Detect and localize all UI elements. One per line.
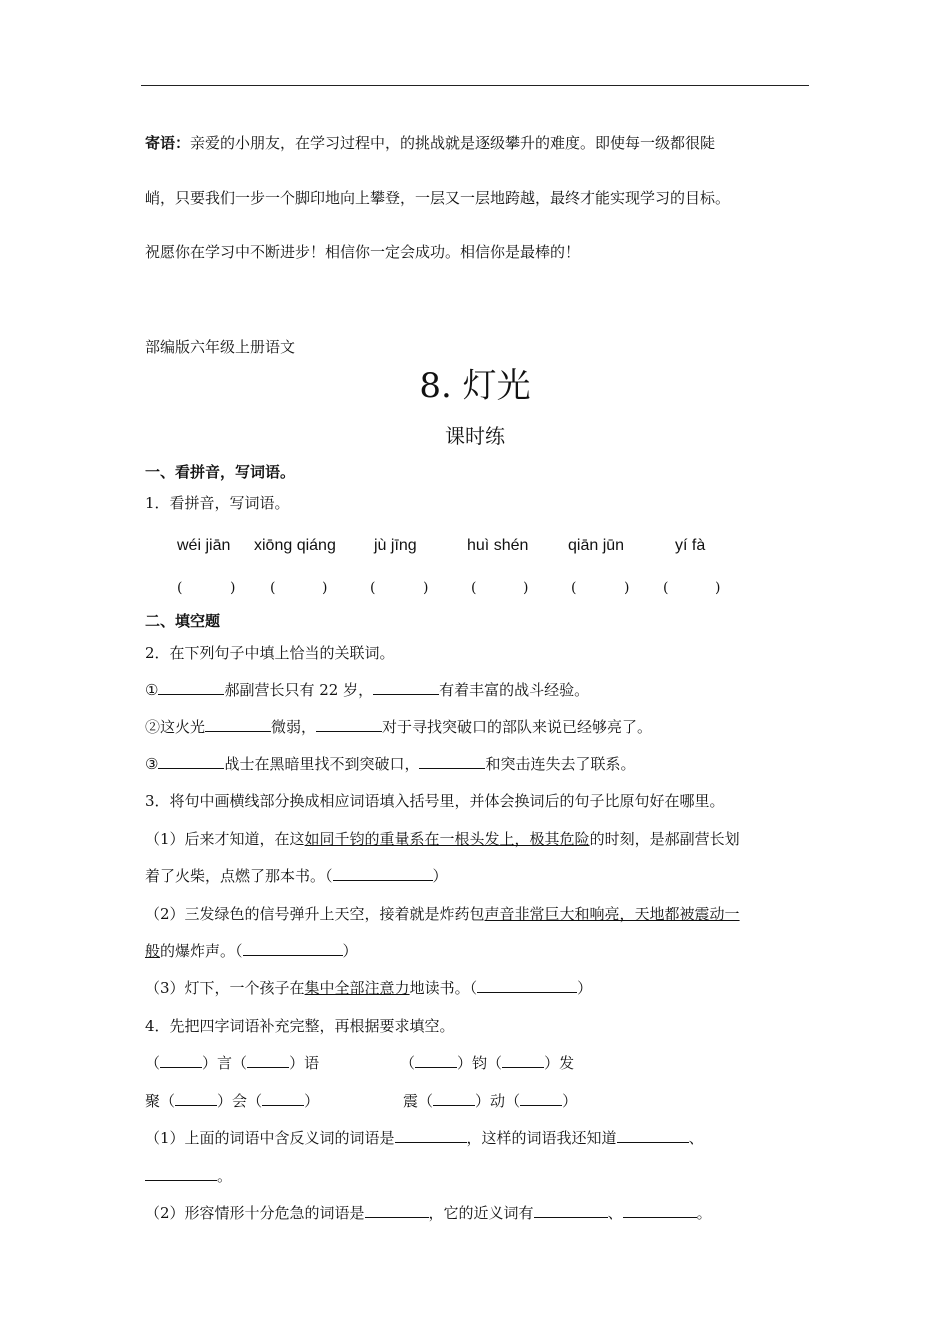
question-2-sentence-2 bbox=[145, 717, 652, 737]
question-2-sentence-3 bbox=[145, 754, 635, 774]
blank[interactable] bbox=[247, 1053, 289, 1068]
sentence-text: 的爆炸声。（ bbox=[160, 942, 243, 960]
paren: ） bbox=[289, 1054, 305, 1072]
question-2-stem: 2．在下列句子中填上恰当的关联词。 bbox=[145, 644, 395, 662]
question-3-sentence-1 bbox=[145, 829, 740, 849]
question-4-sub-1 bbox=[145, 1128, 704, 1148]
blank[interactable] bbox=[158, 680, 224, 695]
sentence-text: （1）上面的词语中含反义词的词语是 bbox=[145, 1129, 395, 1147]
subject-label: 部编版六年级上册语文 bbox=[145, 338, 296, 356]
sentence-text: 微弱， bbox=[271, 718, 317, 736]
paren: （ bbox=[160, 1092, 176, 1110]
answer-paren-3-open[interactable]: ( bbox=[370, 580, 376, 596]
blank[interactable] bbox=[534, 1203, 608, 1218]
question-4-sub-1-cont bbox=[145, 1166, 232, 1186]
idiom-row-2a bbox=[145, 1091, 319, 1111]
motto-line-1 bbox=[145, 133, 715, 153]
pinyin-6: yí fà bbox=[675, 537, 706, 554]
sentence-number: ① bbox=[145, 681, 159, 699]
sentence-text: 着了火柴，点燃了那本书。（ bbox=[145, 867, 333, 885]
idiom-char: 会 bbox=[232, 1092, 248, 1110]
idiom-row-2b bbox=[403, 1091, 577, 1111]
paren: ） bbox=[217, 1092, 233, 1110]
sentence-text: （2）三发绿色的信号弹升上天空，接着就是炸药包 bbox=[145, 905, 485, 923]
paren: （ bbox=[145, 1054, 161, 1072]
motto-label: 寄语： bbox=[145, 134, 191, 152]
answer-paren-4-open[interactable]: ( bbox=[471, 580, 477, 596]
motto-text-1: 亲爱的小朋友，在学习过程中，的挑战就是逐级攀升的难度。即使每一级都很陡 bbox=[190, 134, 716, 152]
blank[interactable] bbox=[158, 754, 224, 769]
question-3-sentence-2-cont bbox=[145, 941, 358, 961]
underlined-phrase: 集中全部注意力 bbox=[304, 979, 410, 997]
sentence-text: 。 bbox=[696, 1204, 712, 1222]
blank[interactable] bbox=[205, 717, 271, 732]
sentence-text: ，这样的词语我还知道 bbox=[466, 1129, 617, 1147]
underlined-phrase: 声音非常巨大和响亮，天地都被震动一 bbox=[484, 905, 740, 923]
blank[interactable] bbox=[373, 680, 439, 695]
paren: （ bbox=[247, 1092, 263, 1110]
idiom-char: 发 bbox=[559, 1054, 575, 1072]
answer-paren-1-close: ) bbox=[230, 580, 236, 596]
paren: （ bbox=[418, 1092, 434, 1110]
header-rule bbox=[141, 85, 809, 86]
blank[interactable] bbox=[419, 754, 485, 769]
underlined-phrase: 般 bbox=[145, 942, 161, 960]
blank[interactable] bbox=[145, 1166, 217, 1181]
paren: ） bbox=[544, 1054, 560, 1072]
blank[interactable] bbox=[502, 1053, 544, 1068]
sentence-text: 战士在黑暗里找不到突破口， bbox=[224, 755, 420, 773]
blank[interactable] bbox=[433, 1091, 475, 1106]
idiom-row-1b bbox=[400, 1053, 574, 1073]
idiom-char: 语 bbox=[304, 1054, 320, 1072]
question-1-stem: 1．看拼音，写词语。 bbox=[145, 494, 290, 512]
sentence-text: ） bbox=[432, 867, 448, 885]
blank[interactable] bbox=[415, 1053, 457, 1068]
pinyin-5: qiān jūn bbox=[568, 537, 625, 554]
answer-paren-2-close: ) bbox=[322, 580, 328, 596]
blank[interactable] bbox=[175, 1091, 217, 1106]
blank[interactable] bbox=[520, 1091, 562, 1106]
sentence-text: 和突击连失去了联系。 bbox=[485, 755, 636, 773]
idiom-row-1a bbox=[145, 1053, 319, 1073]
idiom-char: 动 bbox=[490, 1092, 506, 1110]
sentence-text: 。 bbox=[217, 1167, 233, 1185]
idiom-char: 言 bbox=[217, 1054, 233, 1072]
question-3-sentence-1-cont bbox=[145, 866, 448, 886]
sentence-text: 、 bbox=[688, 1129, 704, 1147]
paren: （ bbox=[505, 1092, 521, 1110]
question-4-sub-2 bbox=[145, 1203, 712, 1223]
underlined-phrase: 如同千钧的重量系在一根头发上，极其危险 bbox=[304, 830, 590, 848]
idiom-char: 震 bbox=[403, 1092, 419, 1110]
idiom-char: 钧 bbox=[472, 1054, 488, 1072]
answer-paren-4-close: ) bbox=[523, 580, 529, 596]
pinyin-1: wéi jiān bbox=[177, 537, 231, 554]
sentence-text: （3）灯下，一个孩子在 bbox=[145, 979, 305, 997]
question-3-stem: 3．将句中画横线部分换成相应词语填入括号里，并体会换词后的句子比原句好在哪里。 bbox=[145, 792, 725, 810]
pinyin-3: jù jīng bbox=[374, 537, 417, 554]
blank[interactable] bbox=[365, 1203, 429, 1218]
pinyin-2: xiōng qiáng bbox=[254, 537, 336, 554]
sentence-text: 有着丰富的战斗经验。 bbox=[439, 681, 590, 699]
answer-paren-2-open[interactable]: ( bbox=[270, 580, 276, 596]
sentence-text: （2）形容情形十分危急的词语是 bbox=[145, 1204, 365, 1222]
motto-line-2: 峭，只要我们一步一个脚印地向上攀登，一层又一层地跨越，最终才能实现学习的目标。 bbox=[145, 189, 731, 207]
question-2-sentence-1 bbox=[145, 680, 589, 700]
question-4-stem: 4．先把四字词语补充完整，再根据要求填空。 bbox=[145, 1017, 455, 1035]
answer-paren-5-open[interactable]: ( bbox=[571, 580, 577, 596]
sentence-text: 地读书。（ bbox=[409, 979, 478, 997]
blank[interactable] bbox=[262, 1091, 304, 1106]
paren: ） bbox=[202, 1054, 218, 1072]
question-3-sentence-2 bbox=[145, 904, 740, 924]
blank[interactable] bbox=[160, 1053, 202, 1068]
paren: （ bbox=[400, 1054, 416, 1072]
section-1-heading: 一、看拼音，写词语。 bbox=[145, 463, 296, 481]
sentence-text: ②这火光 bbox=[145, 718, 206, 736]
sentence-text: （1）后来才知道，在这 bbox=[145, 830, 305, 848]
blank[interactable] bbox=[623, 1203, 697, 1218]
blank[interactable] bbox=[395, 1128, 467, 1143]
blank[interactable] bbox=[316, 717, 382, 732]
blank[interactable] bbox=[243, 941, 343, 956]
sentence-text: 对于寻找突破口的部队来说已经够亮了。 bbox=[382, 718, 653, 736]
paren: （ bbox=[487, 1054, 503, 1072]
paren: （ bbox=[232, 1054, 248, 1072]
sentence-text: 、 bbox=[607, 1204, 623, 1222]
sentence-text: ） bbox=[342, 942, 358, 960]
pinyin-4: huì shén bbox=[467, 537, 529, 554]
answer-paren-3-close: ) bbox=[423, 580, 429, 596]
sentence-text: ） bbox=[577, 979, 593, 997]
section-2-heading: 二、填空题 bbox=[145, 612, 221, 630]
paren: ） bbox=[562, 1092, 578, 1110]
answer-paren-1-open[interactable]: ( bbox=[177, 580, 183, 596]
sentence-number: ③ bbox=[145, 755, 159, 773]
blank[interactable] bbox=[477, 978, 577, 993]
answer-paren-6-close: ) bbox=[715, 580, 721, 596]
answer-paren-6-open[interactable]: ( bbox=[663, 580, 669, 596]
answer-paren-5-close: ) bbox=[624, 580, 630, 596]
page-subtitle: 课时练 bbox=[445, 424, 505, 448]
motto-line-3: 祝愿你在学习中不断进步！相信你一定会成功。相信你是最棒的！ bbox=[145, 243, 581, 261]
idiom-char: 聚 bbox=[145, 1092, 161, 1110]
paren: ） bbox=[304, 1092, 320, 1110]
blank[interactable] bbox=[333, 866, 433, 881]
sentence-text: 郝副营长只有 22 岁， bbox=[224, 681, 374, 699]
question-3-sentence-3 bbox=[145, 978, 592, 998]
sentence-text: 的时刻，是郝副营长划 bbox=[589, 830, 740, 848]
blank[interactable] bbox=[617, 1128, 689, 1143]
page-title: 8. 灯光 bbox=[419, 366, 531, 406]
paren: ） bbox=[475, 1092, 491, 1110]
paren: ） bbox=[457, 1054, 473, 1072]
sentence-text: ，它的近义词有 bbox=[428, 1204, 534, 1222]
